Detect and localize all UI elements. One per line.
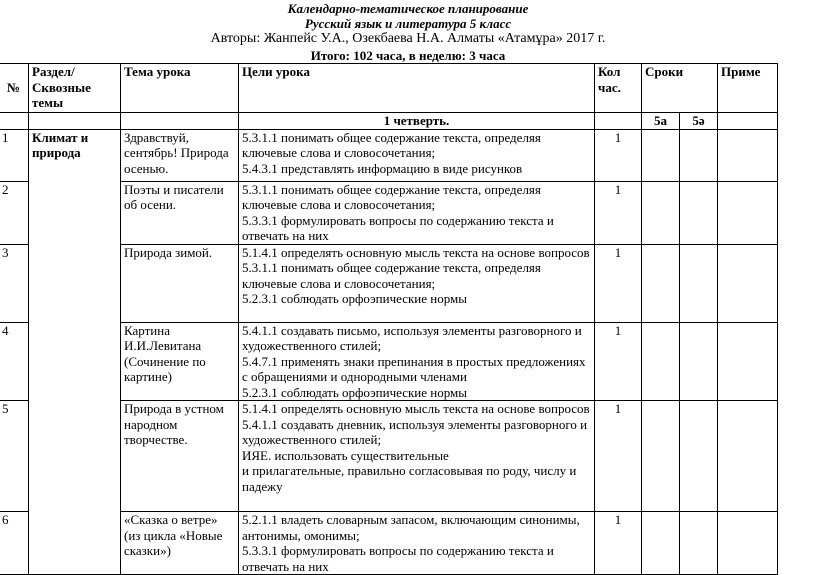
- lesson-rows: [0, 129, 778, 575]
- lesson-number: 4: [0, 322, 29, 401]
- goal-item: 5.4.7.1 применять знаки препинания в простых предложениях с обращениями и однородными членами: [242, 353, 586, 384]
- col-topic-header: Тема урока: [121, 64, 239, 113]
- table-row: [0, 129, 778, 181]
- lesson-hours: 1: [595, 512, 642, 575]
- date-5ae-cell: [680, 512, 718, 575]
- goal-item: 5.4.3.1 представлять информацию в виде рисунков: [242, 160, 523, 176]
- lesson-number: 5: [0, 401, 29, 512]
- notes-cell: [718, 512, 778, 575]
- goal-item: 5.3.3.1 формулировать вопросы по содержанию текста и отвечать на них: [242, 212, 554, 243]
- date-5ae-cell: [680, 322, 718, 401]
- goal-item: 5.2.1.1 владеть словарным запасом, включающим синонимы, антонимы, омонимы;: [242, 512, 580, 543]
- lesson-hours: 1: [595, 401, 642, 512]
- lesson-topic: «Сказка о ветре» (из цикла «Новые сказки»): [121, 512, 239, 575]
- lesson-goals: [239, 129, 595, 181]
- plan-title: Календарно-тематическое планирование: [287, 1, 529, 16]
- lesson-number: 1: [0, 129, 29, 181]
- quarter-row: [0, 113, 778, 130]
- class-5a: 5а: [642, 113, 680, 130]
- course-title: Русский язык и литература 5 класс: [304, 16, 512, 31]
- lesson-hours: 1: [595, 129, 642, 181]
- goal-item: 5.1.4.1 определять основную мысль текста на основе вопросов: [242, 244, 590, 260]
- plan-table: [0, 63, 778, 575]
- lesson-goals: [239, 322, 595, 401]
- date-5a-cell: [642, 401, 680, 512]
- date-5ae-cell: [680, 181, 718, 244]
- table-header-row: [0, 64, 778, 113]
- total-hours-line: Итого: 102 часа, в неделю: 3 часа: [310, 48, 506, 63]
- goal-item: 5.3.1.1 понимать общее содержание текста, определяя ключевые слова и словосочетания;: [242, 129, 541, 160]
- lesson-goals: [239, 181, 595, 244]
- goal-item: 5.3.3.1 формулировать вопросы по содержанию текста и отвечать на них: [242, 543, 554, 574]
- goal-item: 5.2.3.1 соблюдать орфоэпические нормы: [242, 384, 467, 400]
- lesson-number: 3: [0, 244, 29, 322]
- section-cell: Климат и природа: [29, 129, 121, 575]
- goal-item: 5.1.4.1 определять основную мысль текста на основе вопросов: [242, 401, 590, 416]
- date-5a-cell: [642, 244, 680, 322]
- col-num-header: №: [0, 64, 29, 113]
- date-5ae-cell: [680, 129, 718, 181]
- lesson-topic: Природа зимой.: [121, 244, 239, 322]
- date-5ae-cell: [680, 401, 718, 512]
- lesson-topic: Картина И.И.Левитана (Сочинение по картине): [121, 322, 239, 401]
- lesson-hours: 1: [595, 181, 642, 244]
- col-dates-header: Сроки: [642, 64, 718, 113]
- date-5ae-cell: [680, 244, 718, 322]
- lesson-topic: Природа в устном народном творчестве.: [121, 401, 239, 512]
- authors-line: Авторы: Жанпейс У.А., Озекбаева Н.А. Алматы «Атамұра» 2017 г.: [210, 31, 606, 46]
- lesson-number: 6: [0, 512, 29, 575]
- lesson-hours: 1: [595, 244, 642, 322]
- notes-cell: [718, 244, 778, 322]
- col-section-header: Раздел/ Сквозные темы: [29, 64, 121, 113]
- goal-item: 5.4.1.1 создавать дневник, используя элементы разговорного и художественного стилей;: [242, 416, 588, 447]
- date-5a-cell: [642, 512, 680, 575]
- goal-item: 5.2.3.1 соблюдать орфоэпические нормы: [242, 291, 467, 306]
- goal-item: 5.4.1.1 создавать письмо, используя элементы разговорного и художественного стилей;: [242, 322, 582, 353]
- class-5ae: 5ә: [680, 113, 718, 130]
- notes-cell: [718, 181, 778, 244]
- lesson-hours: 1: [595, 322, 642, 401]
- date-5a-cell: [642, 322, 680, 401]
- lesson-number: 2: [0, 181, 29, 244]
- goal-item: 5.3.1.1 понимать общее содержание текста, определяя ключевые слова и словосочетания;: [242, 260, 541, 291]
- notes-cell: [718, 129, 778, 181]
- date-5a-cell: [642, 129, 680, 181]
- lesson-goals: [239, 401, 595, 512]
- quarter-label: 1 четверть.: [239, 113, 595, 130]
- lesson-goals: [239, 244, 595, 322]
- goal-item: и прилагательные, правильно согласовывая по роду, числу и падежу: [242, 463, 577, 494]
- goal-item: ИЯЕ. использовать существительные: [242, 447, 449, 463]
- col-goals-header: Цели урока: [239, 64, 595, 113]
- notes-cell: [718, 322, 778, 401]
- lesson-topic: Поэты и писатели об осени.: [121, 181, 239, 244]
- lesson-topic: Здравствуй, сентябрь! Природа осенью.: [121, 129, 239, 181]
- lesson-goals: [239, 512, 595, 575]
- col-notes-header: Приме: [718, 64, 778, 113]
- col-hours-header: Кол час.: [595, 64, 642, 113]
- goal-item: 5.3.1.1 понимать общее содержание текста, определяя ключевые слова и словосочетания;: [242, 181, 541, 212]
- notes-cell: [718, 401, 778, 512]
- date-5a-cell: [642, 181, 680, 244]
